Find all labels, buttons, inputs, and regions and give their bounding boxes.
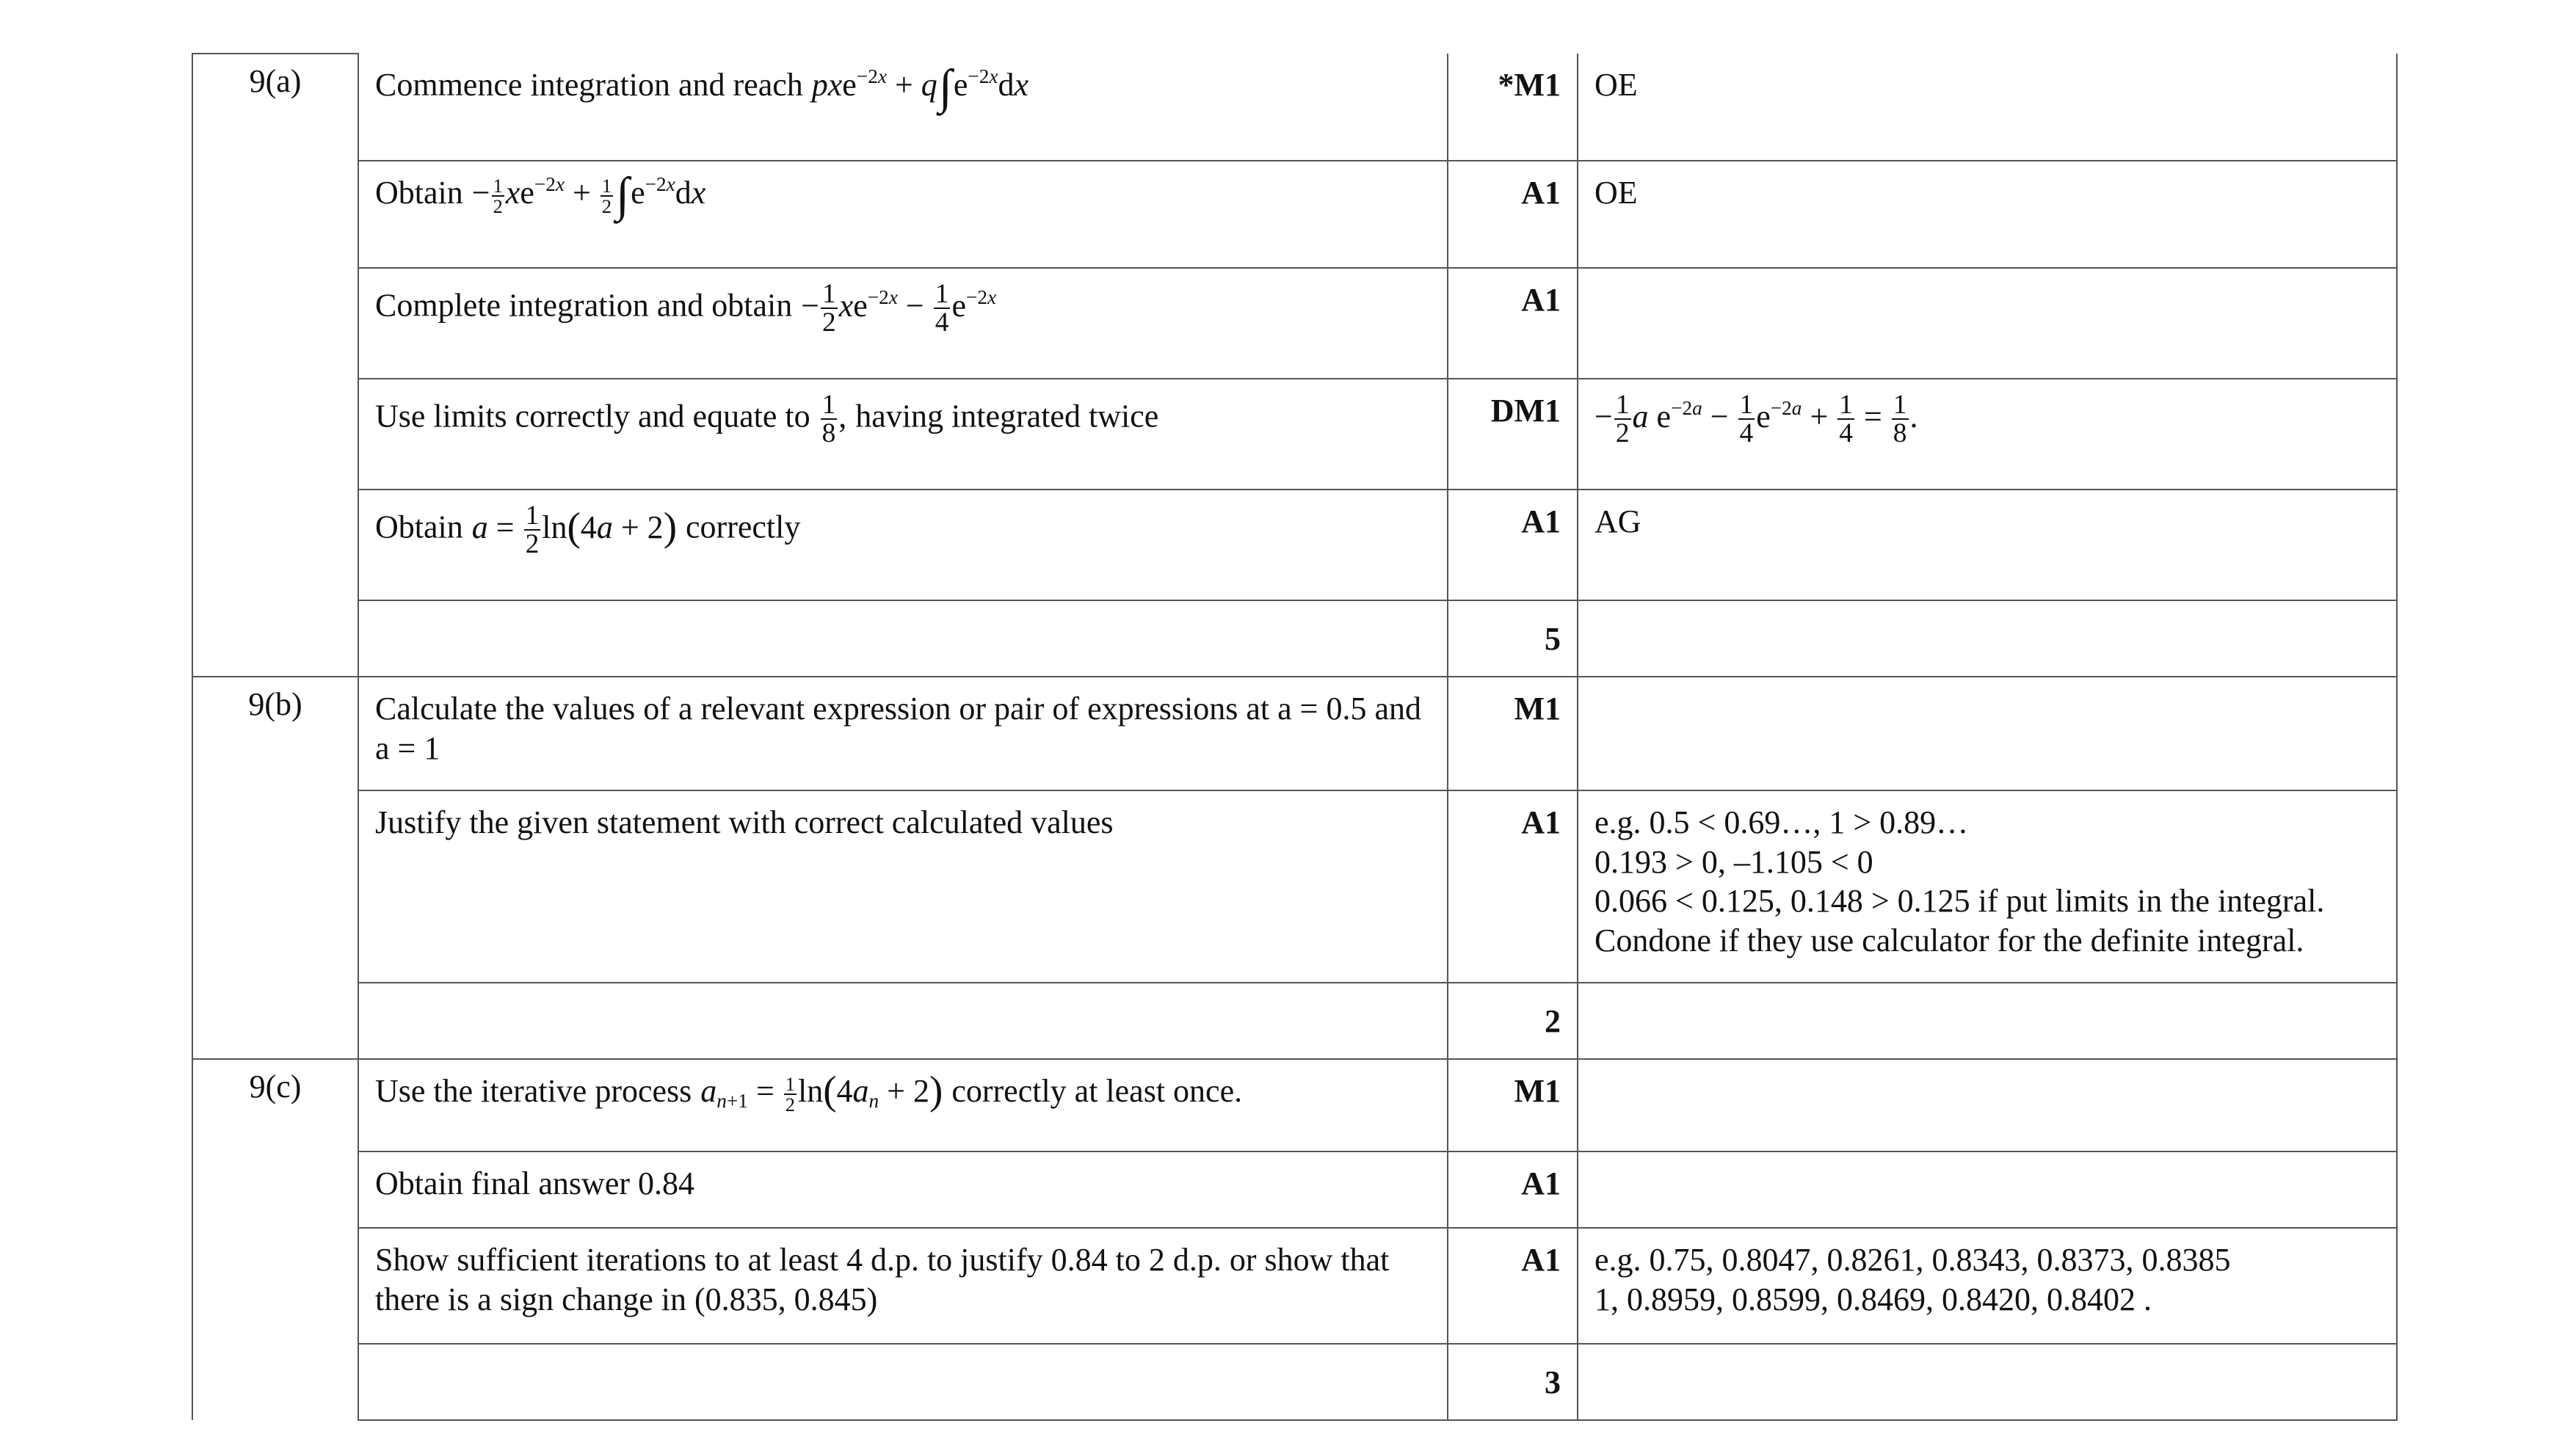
table-row (192, 1059, 2397, 1152)
guidance-line: e.g. 0.75, 0.8047, 0.8261, 0.8343, 0.8373, 0.8385 (1594, 1242, 2231, 1278)
total-marks: 3 (1448, 1344, 1578, 1420)
guidance-line: 0.066 < 0.125, 0.148 > 0.125 if put limits in the integral. (1594, 883, 2325, 920)
answer-cell: Obtain − $\frac{1}{2}$ $xe^{-2x}$ + $\frac{1}{2}$ $\int e^{-2x}dx$ (358, 161, 1448, 268)
guidance-cell (1578, 379, 2397, 490)
guidance-cell (1578, 1228, 2397, 1344)
answer-cell: Justify the given statement with correct calculated values (358, 790, 1448, 983)
answer-cell (358, 1344, 1448, 1420)
math-expression: $\frac{1}{8}$ , (821, 390, 847, 449)
answer-cell: Use the iterative process $a_{n+1}$ = $\frac{1}{2}$ $\ln(4a_n + 2)$ correctly at least once. (358, 1059, 1448, 1152)
mark-cell: *M1 (1448, 54, 1578, 161)
mark-cell: A1 (1448, 1228, 1578, 1344)
guidance-cell: AG (1578, 490, 2397, 600)
guidance-cell (1578, 1344, 2397, 1420)
question-number: 9(b) (192, 677, 358, 1059)
math-expression: $pxe^{-2x} + q\int e^{-2x}dx$ (811, 59, 1029, 114)
guidance-cell (1578, 1059, 2397, 1152)
table-row (192, 268, 2397, 379)
table-row (192, 1152, 2397, 1228)
answer-cell (358, 983, 1448, 1059)
table-row (192, 677, 2397, 790)
answer-cell: Use limits correctly and equate to $\frac{1}{8}$ , having integrated twice (358, 379, 1448, 490)
guidance-line: e.g. 0.5 < 0.69…, 1 > 0.89… (1594, 804, 1969, 840)
math-expression: $a_{n+1}$ = $\frac{1}{2}$ $\ln(4a_n + 2)$ (700, 1067, 943, 1116)
total-marks: 5 (1448, 600, 1578, 677)
math-expression: − $\frac{1}{2}$ $xe^{-2x}$ + $\frac{1}{2}$ $\int e^{-2x}dx$ (471, 167, 706, 222)
guidance-cell: OE (1578, 161, 2397, 268)
guidance-cell (1578, 1152, 2397, 1228)
guidance-cell (1578, 790, 2397, 983)
mark-scheme-table (192, 53, 2398, 1421)
answer-cell: Calculate the values of a relevant expression or pair of expressions at a = 0.5 and a = 1 (358, 677, 1448, 790)
answer-cell: Complete integration and obtain − $\frac{1}{2}$ $xe^{-2x}$ − $\frac{1}{4}$ $e^{-2x}$ (358, 268, 1448, 379)
guidance-cell (1578, 677, 2397, 790)
total-row (192, 983, 2397, 1059)
total-marks: 2 (1448, 983, 1578, 1059)
question-number: 9(c) (192, 1059, 358, 1420)
answer-cell: Commence integration and reach $pxe^{-2x} + q\int e^{-2x}dx$ (358, 54, 1448, 161)
total-row (192, 600, 2397, 677)
guidance-cell (1578, 983, 2397, 1059)
answer-cell (358, 600, 1448, 677)
table-row (192, 379, 2397, 490)
mark-cell: A1 (1448, 1152, 1578, 1228)
mark-cell: M1 (1448, 677, 1578, 790)
math-expression: a = $\frac{1}{2}$ ln(4a + 2) (471, 501, 678, 560)
guidance-line: 0.193 > 0, –1.105 < 0 (1594, 843, 1873, 880)
guidance-cell: OE (1578, 54, 2397, 161)
guidance-cell (1578, 600, 2397, 677)
mark-cell: A1 (1448, 790, 1578, 983)
table-row (192, 490, 2397, 600)
math-expression: − $\frac{1}{2}$ a $e^{-2a}$ − $\frac{1}{4}$ $e^{-2a}$ + $\frac{1}{4}$ = $\frac{1}{8}$ . (1594, 390, 1918, 449)
guidance-cell (1578, 268, 2397, 379)
mark-cell: A1 (1448, 161, 1578, 268)
total-row (192, 1344, 2397, 1420)
guidance-line: Condone if they use calculator for the definite integral. (1594, 923, 2304, 959)
table-row (192, 790, 2397, 983)
mark-cell: A1 (1448, 268, 1578, 379)
mark-cell: M1 (1448, 1059, 1578, 1152)
guidance-line: 1, 0.8959, 0.8599, 0.8469, 0.8420, 0.8402 . (1594, 1281, 2152, 1317)
table-row (192, 54, 2397, 161)
question-number: 9(a) (192, 54, 358, 677)
table-row (192, 1228, 2397, 1344)
answer-cell: Obtain a = $\frac{1}{2}$ ln(4a + 2) correctly (358, 490, 1448, 600)
mark-cell: DM1 (1448, 379, 1578, 490)
answer-cell: Show sufficient iterations to at least 4 d.p. to justify 0.84 to 2 d.p. or show that there is a sign change in (0.835, 0.845) (358, 1228, 1448, 1344)
math-expression: − $\frac{1}{2}$ $xe^{-2x}$ − $\frac{1}{4}$ $e^{-2x}$ (801, 279, 997, 338)
table-row (192, 161, 2397, 268)
answer-cell: Obtain final answer 0.84 (358, 1152, 1448, 1228)
mark-cell: A1 (1448, 490, 1578, 600)
